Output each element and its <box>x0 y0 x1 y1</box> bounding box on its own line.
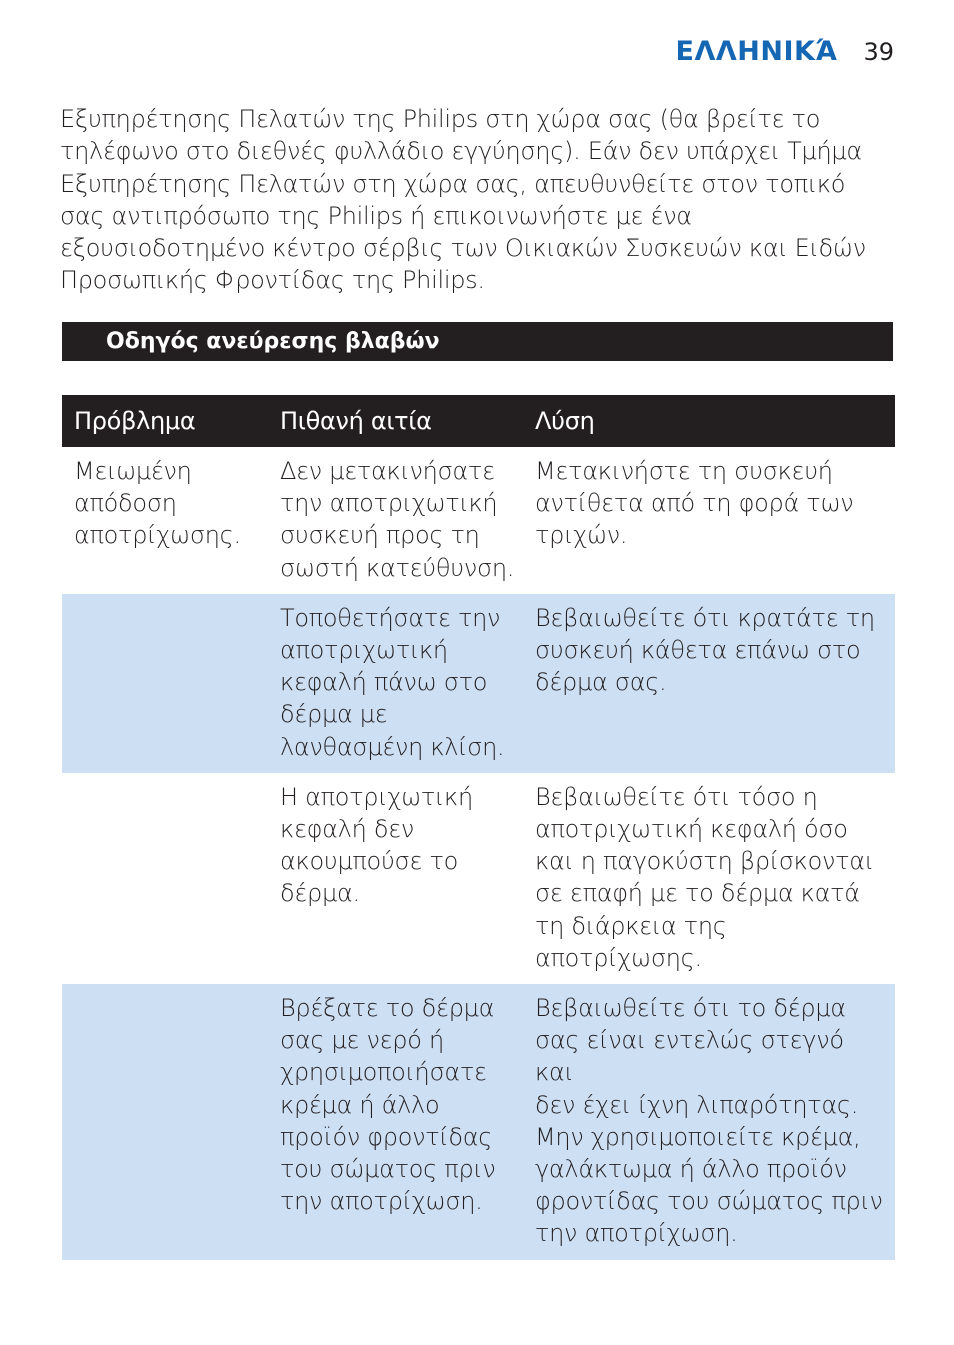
cause-cell: Τοποθετήσατε την αποτριχωτική κεφαλή πάνω στο δέρμα με λανθασμένη κλίση. <box>268 594 523 773</box>
header-problem: Πρόβλημα <box>62 395 268 447</box>
solution-cell: Μετακινήστε τη συσκευή αντίθετα από τη φορά των τριχών. <box>535 457 854 550</box>
table-header-row <box>62 395 895 447</box>
language-label: ΕΛΛΗΝΙΚΆ <box>675 36 838 67</box>
section-title: Οδηγός ανεύρεσης βλαβών <box>106 329 440 354</box>
cause-cell: Βρέξατε το δέρμα σας με νερό ή χρησιμοποιήσατε κρέμα ή άλλο προϊόν φροντίδας του σώματος πριν την αποτρίχωση. <box>268 984 523 1260</box>
header-cause: Πιθανή αιτία <box>268 395 523 447</box>
intro-paragraph: Εξυπηρέτησης Πελατών της Philips στη χώρα σας (θα βρείτε το τηλέφωνο στο διεθνές φυλλάδιο εγγύησης). Εάν δεν υπάρχει Τμήμα Εξυπηρέτησης Πελατών στη χώρα σας, απευθυνθείτε στον τοπικό σας αντιπρόσωπο της Philips ή επικοινωνήστε με ένα εξουσιοδοτημένο κέντρο σέρβις των Οικιακών Συσκευών και Ειδών Προσωπικής Φροντίδας της Philips. <box>60 105 866 295</box>
header-solution: Λύση <box>523 395 895 447</box>
cause-cell: Η αποτριχωτική κεφαλή δεν ακουμπούσε το δέρμα. <box>280 782 473 908</box>
problem-cell <box>62 773 268 984</box>
page-header <box>676 36 894 67</box>
cause-cell: Δεν μετακινήσατε την αποτριχωτική συσκευή προς τη σωστή κατεύθυνση. <box>280 457 515 582</box>
table-row <box>62 594 895 773</box>
solution-cell: Βεβαιωθείτε ότι τόσο η αποτριχωτική κεφαλή όσο και η παγοκύστη βρίσκονται σε επαφή με το δέρμα κατά τη διάρκεια της αποτρίχωσης. <box>535 782 874 972</box>
table-row <box>62 773 895 984</box>
troubleshooting-table <box>62 395 895 1260</box>
solution-cell: Βεβαιωθείτε ότι κρατάτε τη συσκευή κάθετα επάνω στο δέρμα σας. <box>523 594 895 773</box>
solution-cell: Βεβαιωθείτε ότι το δέρμα σας είναι εντελώς στεγνό και δεν έχει ίχνη λιπαρότητας. Μην χρησιμοποιείτε κρέμα, γαλάκτωμα ή άλλο προϊόν φροντίδας του σώματος πριν την αποτρίχωση. <box>523 984 895 1260</box>
problem-cell: Μειωμένη απόδοση αποτρίχωσης. <box>74 457 241 550</box>
page-number: 39 <box>863 38 894 66</box>
section-heading-bar <box>62 322 893 361</box>
table-row <box>62 984 895 1260</box>
problem-cell <box>62 594 268 773</box>
table-row <box>62 447 895 594</box>
problem-cell <box>62 984 268 1260</box>
